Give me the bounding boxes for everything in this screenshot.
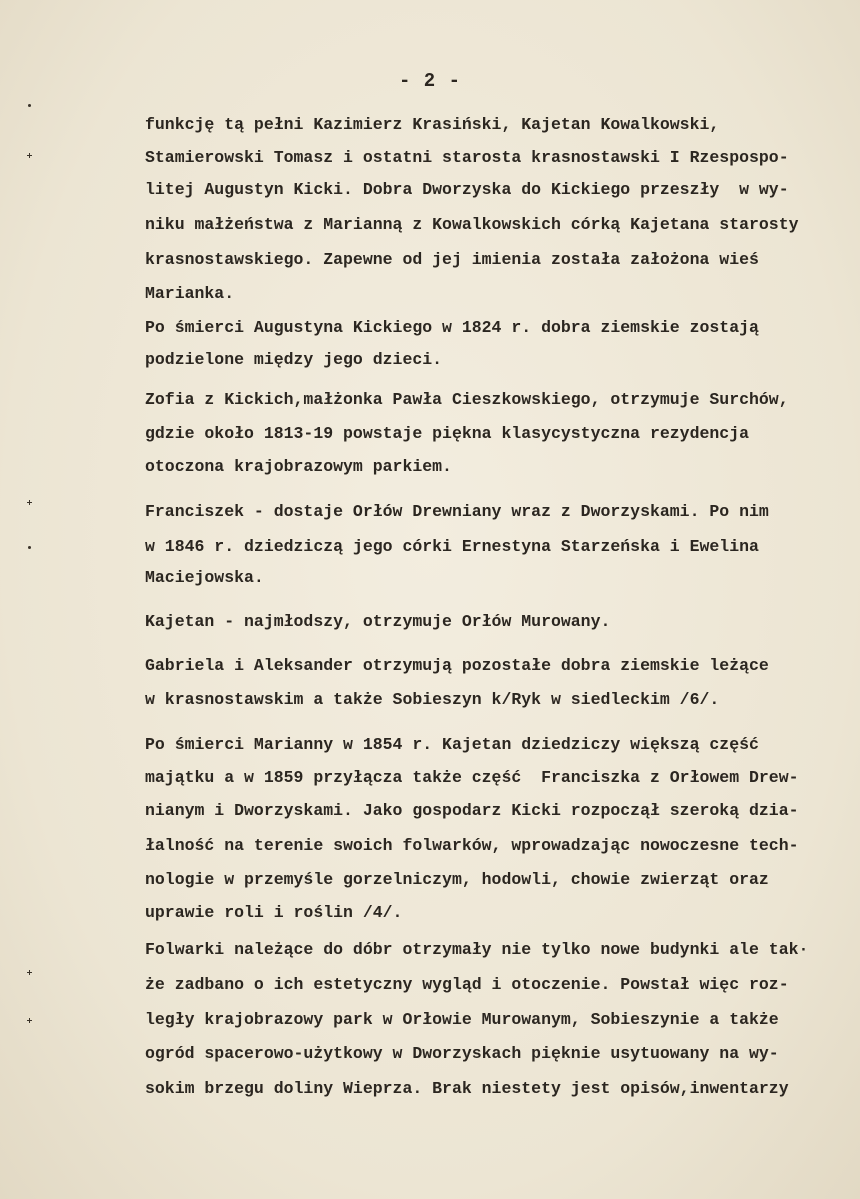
text-line: w krasnostawskim a także Sobieszyn k/Ryk w siedleckim /6/. [145, 690, 720, 709]
margin-mark [27, 970, 32, 975]
text-line: majątku a w 1859 przyłącza także część Franciszka z Orłowem Drew- [145, 768, 799, 787]
text-line: ogród spacerowo-użytkowy w Dworzyskach pięknie usytuowany na wy- [145, 1044, 779, 1063]
text-line: legły krajobrazowy park w Orłowie Murowanym, Sobieszynie a także [145, 1010, 779, 1029]
text-line: sokim brzegu doliny Wieprza. Brak niestety jest opisów,inwentarzy [145, 1079, 789, 1098]
text-line: Folwarki należące do dóbr otrzymały nie tylko nowe budynki ale tak· [145, 940, 809, 959]
text-line: Kajetan - najmłodszy, otrzymuje Orłów Murowany. [145, 612, 611, 631]
text-line: niku małżeństwa z Marianną z Kowalkowskich córką Kajetana starosty [145, 215, 799, 234]
text-line: gdzie około 1813-19 powstaje piękna klasycystyczna rezydencja [145, 424, 749, 443]
text-line: Stamierowski Tomasz i ostatni starosta krasnostawski I Rzespospo- [145, 148, 789, 167]
text-line: funkcję tą pełni Kazimierz Krasiński, Kajetan Kowalkowski, [145, 115, 720, 134]
text-line: Po śmierci Augustyna Kickiego w 1824 r. dobra ziemskie zostają [145, 318, 759, 337]
text-line: że zadbano o ich estetyczny wygląd i otoczenie. Powstał więc roz- [145, 975, 789, 994]
text-line: Zofia z Kickich,małżonka Pawła Cieszkowskiego, otrzymuje Surchów, [145, 390, 789, 409]
margin-mark [27, 1018, 32, 1023]
text-line: nologie w przemyśle gorzelniczym, hodowli, chowie zwierząt oraz [145, 870, 769, 889]
text-line: otoczona krajobrazowym parkiem. [145, 457, 452, 476]
text-line: Maciejowska. [145, 568, 264, 587]
margin-mark [27, 500, 32, 505]
text-line: podzielone między jego dzieci. [145, 350, 443, 369]
text-line: litej Augustyn Kicki. Dobra Dworzyska do Kickiego przeszły w wy- [145, 180, 789, 199]
text-line: Marianka. [145, 284, 235, 303]
text-line: Po śmierci Marianny w 1854 r. Kajetan dziedziczy większą część [145, 735, 759, 754]
margin-mark [27, 545, 32, 550]
margin-mark [27, 153, 32, 158]
text-line: łalność na terenie swoich folwarków, wprowadzając nowoczesne tech- [145, 836, 799, 855]
text-line: nianym i Dworzyskami. Jako gospodarz Kicki rozpoczął szeroką dzia- [145, 801, 799, 820]
text-line: w 1846 r. dziedziczą jego córki Ernestyna Starzeńska i Ewelina [145, 537, 759, 556]
text-line: Franciszek - dostaje Orłów Drewniany wraz z Dworzyskami. Po nim [145, 502, 769, 521]
text-line: krasnostawskiego. Zapewne od jej imienia została założona wieś [145, 250, 759, 269]
text-line: Gabriela i Aleksander otrzymują pozostałe dobra ziemskie leżące [145, 656, 769, 675]
margin-mark [27, 103, 32, 108]
page-number: - 2 - [398, 70, 461, 92]
text-line: uprawie roli i roślin /4/. [145, 903, 403, 922]
